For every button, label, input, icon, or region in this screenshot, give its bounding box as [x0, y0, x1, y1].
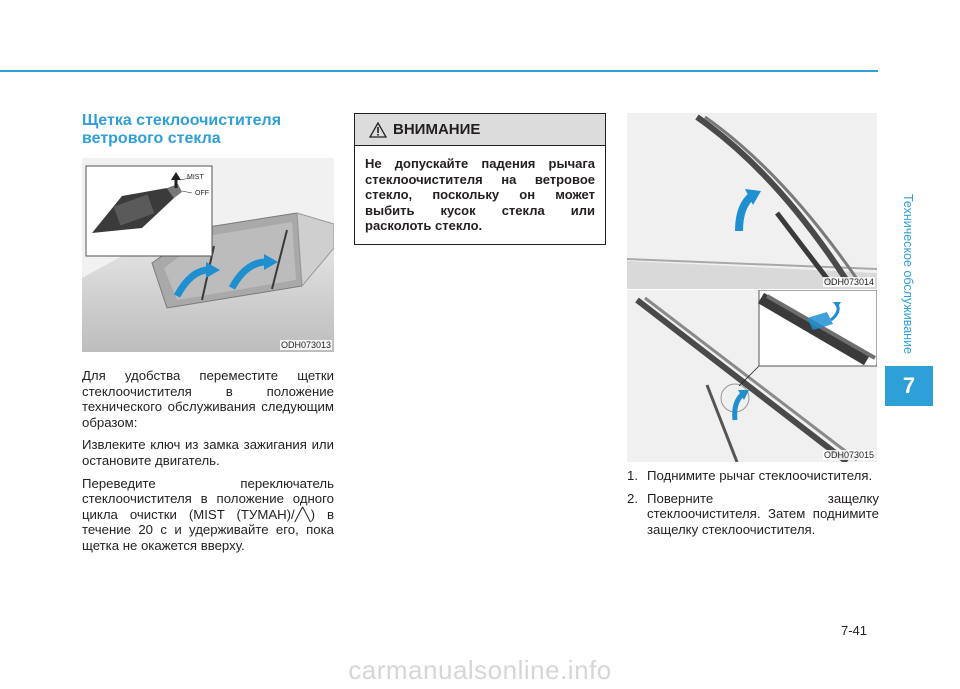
figure-code-3: ODH073015 — [823, 450, 874, 460]
list-item — [627, 468, 879, 484]
figure-wiper-latch — [627, 290, 877, 462]
section-title-line2: ветрового стекла — [82, 130, 221, 147]
wiper-arm-illustration — [627, 113, 877, 289]
figure-wiper-arm-raised — [627, 113, 877, 289]
warning-header — [355, 114, 605, 146]
warning-title: ВНИМАНИЕ — [393, 121, 481, 138]
warning-triangle-icon — [369, 122, 387, 138]
step-number: 1. — [627, 468, 638, 483]
figure-code-1: ODH073013 — [280, 340, 331, 350]
page-number: 7-41 — [841, 623, 868, 638]
chapter-number: 7 — [885, 366, 933, 406]
step-number: 2. — [627, 490, 638, 506]
steps-list — [627, 468, 879, 544]
figure-wiper-switch — [82, 158, 334, 352]
paragraph-3: Переведите переключатель стеклоочистителя в положение одного цикла очистки (MIST (ТУМАН)/╱╲) в течение 20 с и удерживайте его, пока щетка не окажется вверху. — [82, 475, 334, 553]
step-text: Поверните защелку стеклоочистителя. Затем поднимите защелку стеклоочистителя. — [647, 490, 879, 537]
figure-label-off: OFF — [195, 190, 209, 197]
figure-code-2: ODH073014 — [823, 277, 874, 287]
watermark: carmanualsonline.info — [348, 655, 612, 685]
body-text — [82, 368, 334, 561]
chapter-tab-text: Техническое обслуживание — [901, 194, 915, 354]
figure-label-mist: MIST — [187, 174, 204, 181]
step-text: Поднимите рычаг стеклоочистителя. — [647, 468, 873, 483]
section-title-line1: Щетка стеклоочистителя — [82, 112, 282, 129]
header-rule — [0, 70, 878, 72]
wiper-switch-illustration — [82, 158, 334, 352]
list-item — [627, 491, 879, 538]
wiper-latch-illustration — [627, 290, 877, 462]
paragraph-1: Для удобства переместите щетки стеклоочистителя в положение технического обслуживания следующим образом: — [82, 368, 334, 430]
chapter-tab — [897, 188, 919, 360]
warning-text: Не допускайте падения рычага стеклоочистителя на ветровое стекло, поскольку он может выбить кусок стекла или расколоть стекло. — [365, 156, 595, 234]
paragraph-2: Извлеките ключ из замка зажигания или остановите двигатель. — [82, 437, 334, 468]
section-title — [82, 112, 342, 148]
warning-box — [354, 113, 606, 245]
